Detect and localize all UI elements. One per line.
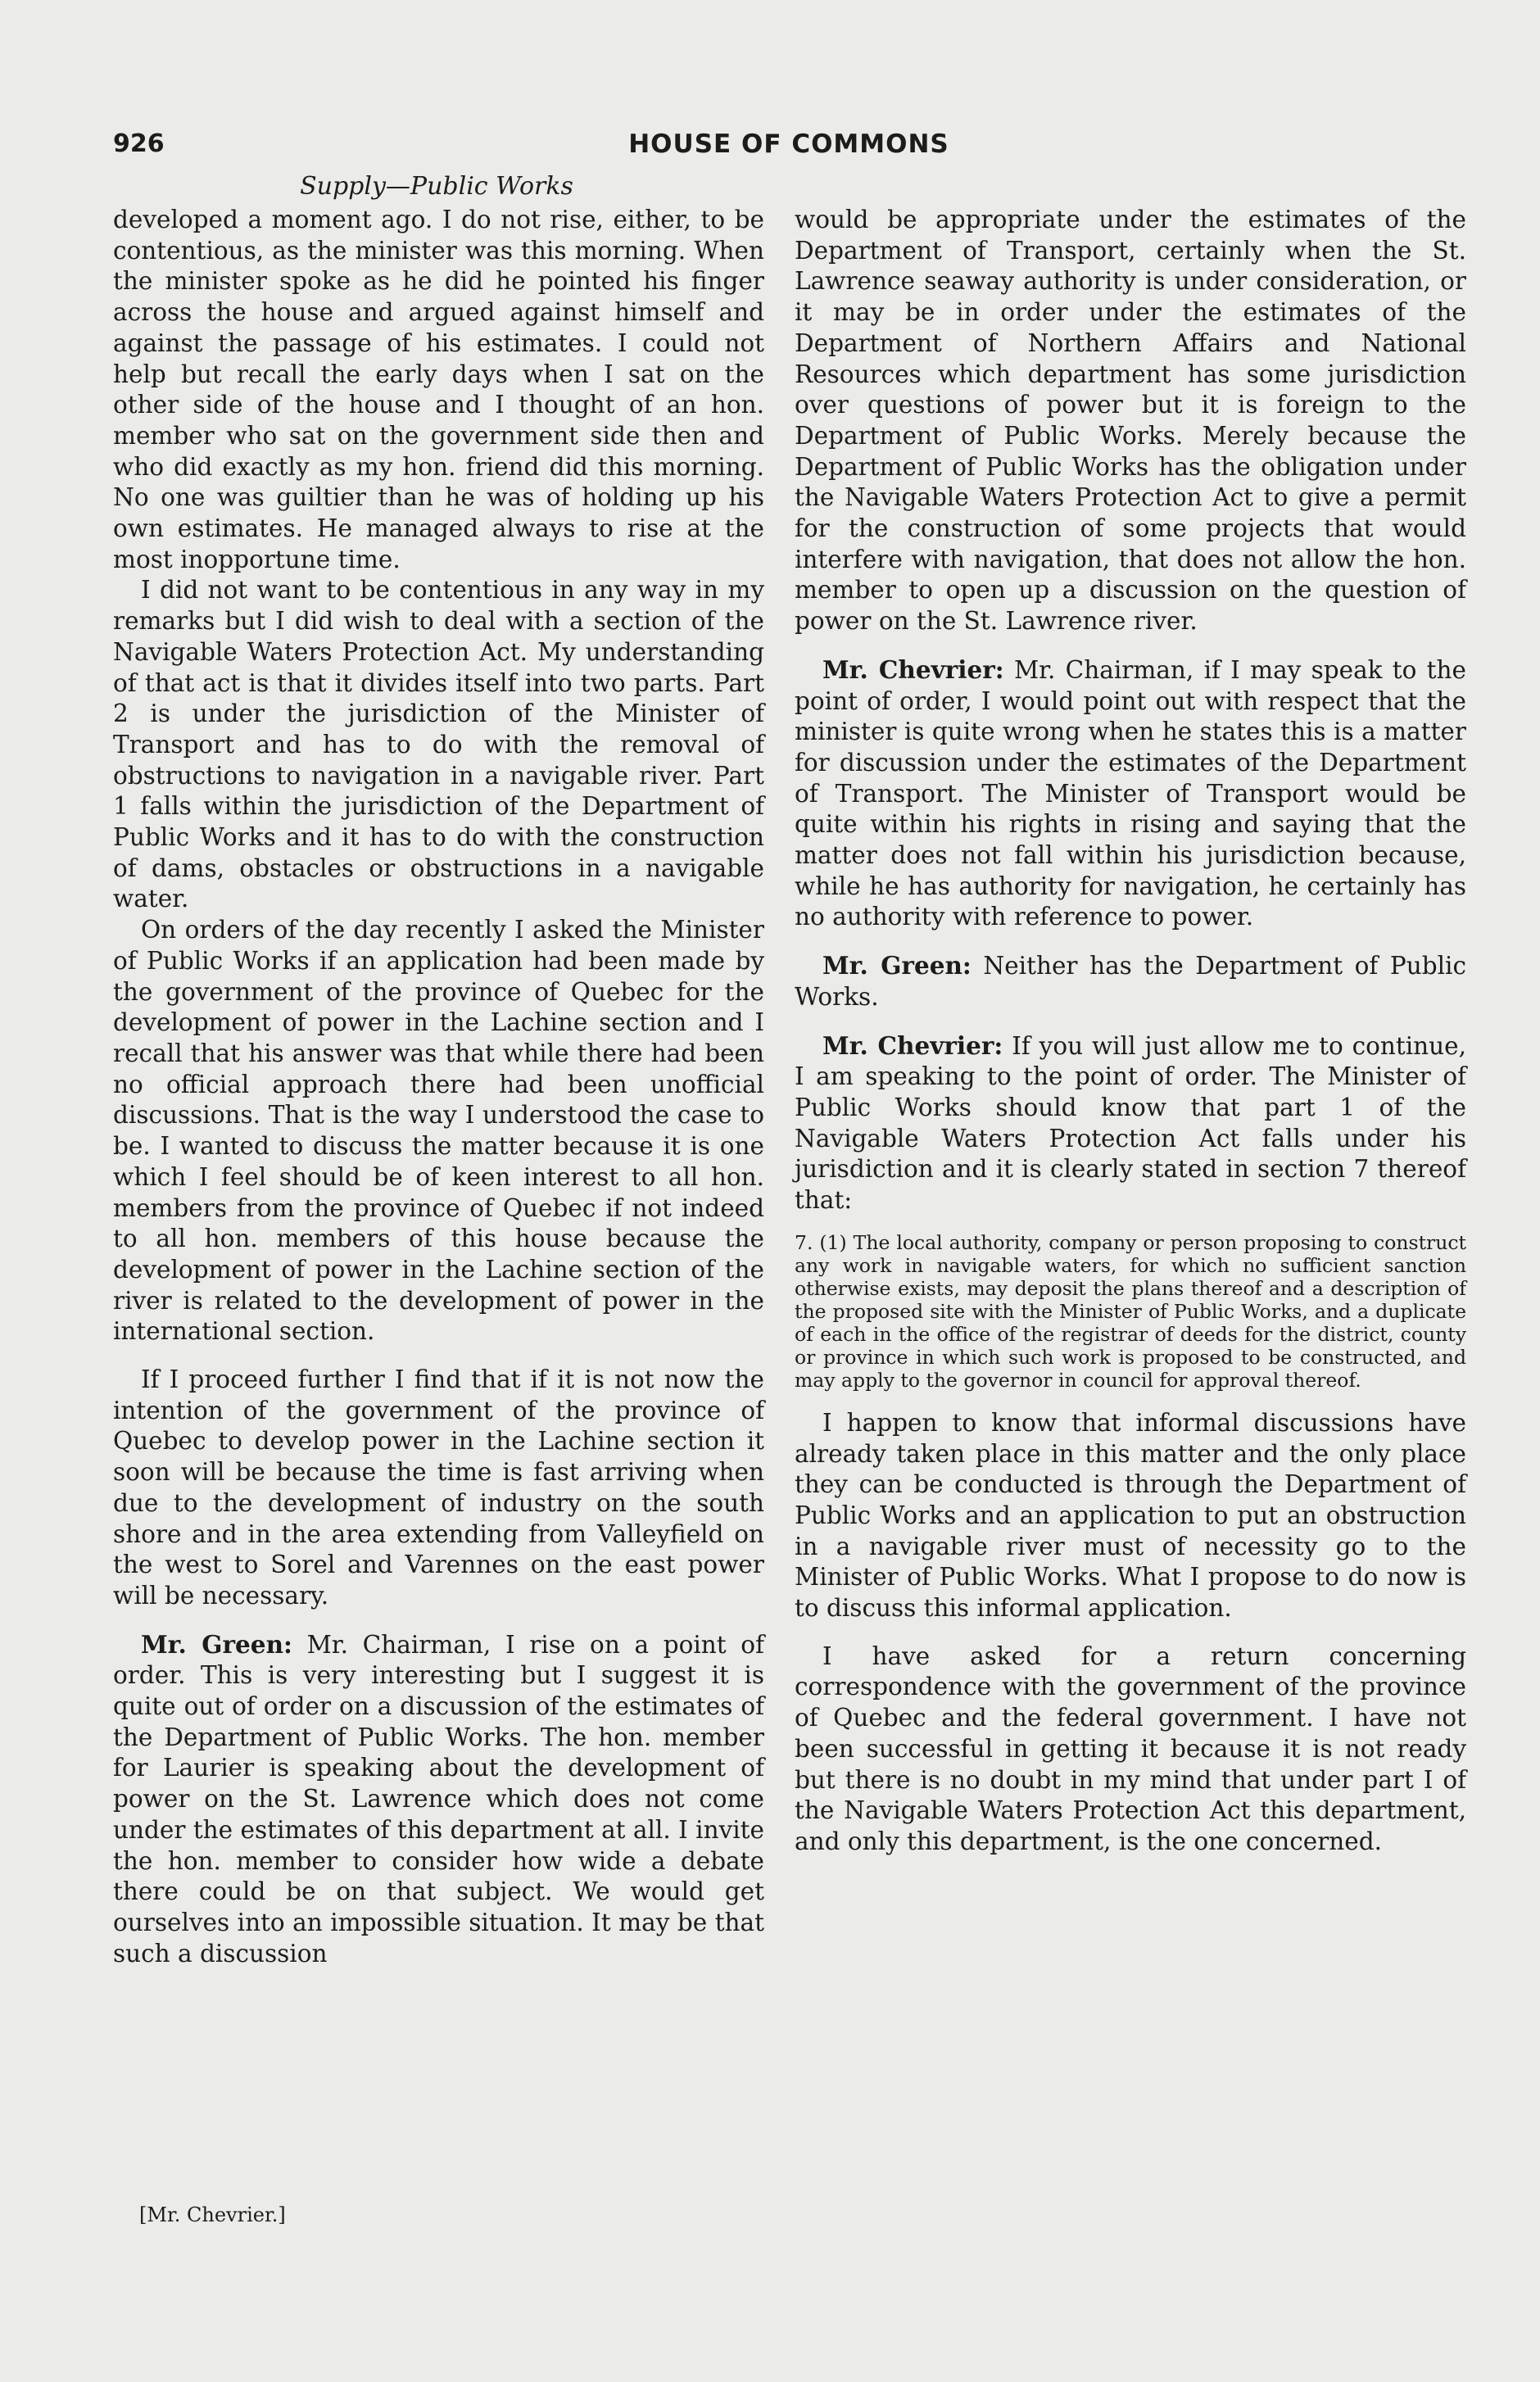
paragraph: I have asked for a return concerning correspondence with the government of the province of Quebec and the federal government. I have not been successful in getting it because it is not ready but there is no doubt in my mind that under part I of the Navigable Waters Protection Act this department, and only this department, is the one concerned. — [795, 1642, 1466, 1855]
speech-paragraph — [113, 1629, 764, 1970]
speaker-name: Mr. Chevrier: — [822, 1030, 1003, 1060]
paragraph: I happen to know that informal discussions have already taken place in this matter and the only place they can be conducted is through the Department of Public Works and an application to put an obstruction in a navigable river must of necessity go to the Minister of Public Works. What I propose to do now is to discuss this informal application. — [795, 1408, 1466, 1623]
paragraph: I did not want to be contentious in any way in my remarks but I did wish to deal with a section of the Navigable Waters Protection Act. My understanding of that act is that it divides itself into two parts. Part 2 is under the jurisdiction of the Minister of Transport and has to do with the removal of obstructions to navigation in a navigable river. Part 1 falls within the jurisdiction of the Department of Public Works and it has to do with the construction of dams, obstacles or obstructions in a navigable water. — [113, 576, 764, 913]
speaker-name: Mr. Green: — [822, 951, 972, 980]
speech-paragraph — [795, 1030, 1466, 1216]
page-header — [113, 129, 1465, 170]
speaker-attribution: [Mr. Chevrier.] — [139, 2203, 286, 2226]
speech-paragraph — [795, 654, 1466, 933]
speech-text: Mr. Chairman, if I may speak to the point of order, I would point out with respect that the minister is quite wrong when he states this is a matter for discussion under the estimates of the Department of Transport. The Minister of Transport would be quite within his rights in rising and saying that the matter does not fall within his jurisdiction because, while he has authority for navigation, he certainly has no authority with reference to power. — [795, 655, 1466, 931]
speech-paragraph — [795, 950, 1466, 1012]
paragraph: If I proceed further I find that if it is not now the intention of the government of the province of Quebec to develop power in the Lachine section it soon will be because the time is fast arriving when due to the development of industry on the south shore and in the area extending from Valleyfield on the west to Sorel and Varennes on the east power will be necessary. — [113, 1365, 764, 1610]
speaker-name: Mr. Chevrier: — [822, 654, 1004, 684]
right-column — [795, 205, 1466, 1858]
running-head: HOUSE OF COMMONS — [628, 129, 949, 159]
speaker-name: Mr. Green: — [141, 1629, 292, 1659]
statute-quote: 7. (1) The local authority, company or person proposing to construct any work in navigable waters, for which no sufficient sanction otherwise exists, may deposit the plans thereof and a description of the proposed site with the Minister of Public Works, and a duplicate of each in the office of the registrar of deeds for the district, county or province in which such work is proposed to be constructed, and may apply to the governor in council for approval thereof. — [795, 1230, 1466, 1392]
speech-text: Neither has the Department of Public Works. — [795, 952, 1466, 1011]
paragraph: developed a moment ago. I do not rise, either, to be contentious, as the minister was this morning. When the minister spoke as he did he pointed his finger across the house and argued against himself and against the passage of his estimates. I could not help but recall the early days when I sat on the other side of the house and I thought of an hon. member who sat on the government side then and who did exactly as my hon. friend did this morning. No one was guiltier than he was of holding up his own estimates. He managed always to rise at the most inopportune time. — [113, 206, 764, 573]
page-number: 926 — [113, 129, 165, 158]
paragraph: would be appropriate under the estimates of the Department of Transport, certainly when the St. Lawrence seaway authority is under consideration, or it may be in order under the estimates of the Department of Northern Affairs and National Resources which department has some jurisdiction over questions of power but it is foreign to the Department of Public Works. Merely because the Department of Public Works has the obligation under the Navigable Waters Protection Act to give a permit for the construction of some projects that would interfere with navigation, that does not allow the hon. member to open up a discussion on the question of power on the St. Lawrence river. — [795, 206, 1466, 636]
section-subhead: Supply—Public Works — [300, 172, 573, 201]
speech-text: If you will just allow me to continue, I am speaking to the point of order. The Minister of Public Works should know that part 1 of the Navigable Waters Protection Act falls under his jurisdiction and it is clearly stated in section 7 thereof that: — [795, 1031, 1466, 1215]
left-column — [113, 205, 764, 1969]
speech-text: Mr. Chairman, I rise on a point of order. This is very interesting but I suggest it is quite out of order on a discussion of the estimates of the Department of Public Works. The hon. member for Laurier is speaking about the development of power on the St. Lawrence which does not come under the estimates of this department at all. I invite the hon. member to consider how wide a debate there could be on that subject. We would get ourselves into an impossible situation. It may be that such a discussion — [113, 1630, 764, 1968]
paragraph: On orders of the day recently I asked the Minister of Public Works if an application had been made by the government of the province of Quebec for the development of power in the Lachine section and I recall that his answer was that while there had been no official approach there had been unofficial discussions. That is the way I understood the case to be. I wanted to discuss the matter because it is one which I feel should be of keen interest to all hon. members from the province of Quebec if not indeed to all hon. members of this house because the development of power in the Lachine section of the river is related to the development of power in the international section. — [113, 916, 764, 1346]
